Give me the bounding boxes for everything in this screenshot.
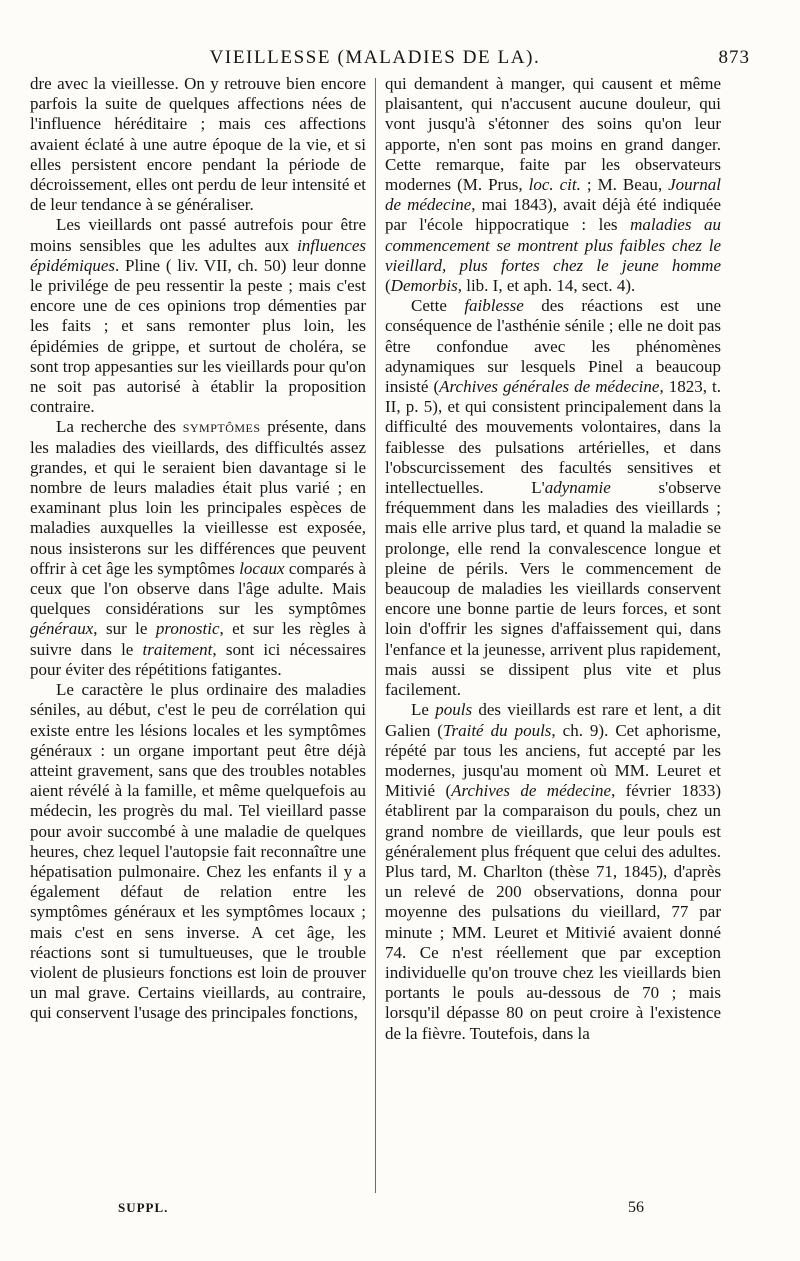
paragraph-text: dre avec la vieillesse. On y retrouve bien encore parfois la suite de quelques affections nées de l'influence héréditaire ; mais ces affections avaient éclaté à une autre époque de la vie, et si elles persistent encore pendant la période de décroissement, elles ont perdu de leur intensité et de leur tendance à se généraliser. [30, 74, 366, 215]
page-number: 873 [718, 47, 750, 68]
text-run: Le [411, 700, 436, 720]
paragraph [385, 700, 721, 1043]
text-run: qui demandent à manger, qui causent et même plaisantent, qui n'accusent aucune douleur, qui vont jusqu'à s'étonner des soins qu'on leur apporte, n'en sont pas moins en grand danger. Cette remarque, faite par les observateurs modernes (M. Prus, [385, 74, 721, 195]
italic-term: loc. cit. [528, 175, 581, 195]
italic-term: pouls [435, 700, 473, 720]
sheet-number: 56 [628, 1199, 644, 1216]
text-run: , ch. 9). Cet aphorisme, répété par tous les anciens, fut accepté par les modernes, jusqu'au moment où MM. Leuret et Mitivié ( [385, 720, 721, 801]
running-title: VIEILLESSE (MALADIES DE LA). [209, 47, 541, 68]
column-divider [375, 78, 376, 1193]
text-run: , 1823, t. II, p. 5), et qui consistent principalement dans la difficulté des mouvements volontaires, dans la faiblesse des pulsations artérielles, et dans l'obscurcissement des facultés sensitives et intellectuelles. L' [385, 377, 721, 498]
text-run: Cette [411, 296, 465, 316]
text-run: , sont ici nécessaires pour éviter des répétitions fatigantes. [30, 639, 366, 679]
italic-term: traitement [142, 639, 213, 659]
text-run: La recherche des [56, 417, 183, 437]
paragraph [30, 680, 366, 1023]
text-run: présente, dans les maladies des vieillards, des difficultés assez grandes, et qui le seraient bien davantage si le nombre de leurs maladies était plus varié ; en examinant plus loin les principales espèces de maladies auxquelles la vieillesse est exposée, nous insisterons sur les différences que peuvent offrir à cet âge les symptômes [30, 417, 366, 578]
italic-term: Demorbis [390, 276, 458, 296]
page-footer [30, 1196, 720, 1220]
text-run: , lib. I, et aph. 14, sect. 4). [457, 276, 636, 296]
text-run: Les vieillards ont passé autrefois pour être moins sensibles que les adultes aux [30, 215, 366, 255]
text-run: ; M. Beau, [580, 175, 669, 195]
italic-term: locaux [239, 558, 285, 578]
italic-term: Archives de médecine [451, 781, 611, 801]
text-run: , et sur les règles à suivre dans le [30, 619, 366, 659]
text-run: des vieillards est rare et lent, a dit Galien ( [385, 700, 721, 740]
text-run: des réactions est une conséquence de l'asthénie sénile ; elle ne doit pas être confondue avec les phénomènes adynamiques sur lesquels Pinel a beaucoup insisté ( [385, 296, 721, 397]
italic-term: Archives générales de médecine [439, 377, 660, 397]
left-column [30, 74, 366, 1194]
paragraph [30, 215, 366, 417]
italic-term: Traité du pouls [442, 720, 552, 740]
paragraph [30, 417, 366, 680]
paragraph [385, 296, 721, 700]
italic-term: faiblesse [464, 296, 524, 316]
italic-term: maladies au commencement se montrent plus faibles chez le vieillard, plus fortes chez le jeune homme [385, 215, 721, 275]
page-header [30, 44, 750, 72]
italic-term: influences épidémiques [30, 235, 366, 275]
text-run: s'observe fréquemment dans les maladies des vieillards ; mais elle arrive plus tard, et quand la maladie se prolonge, elle rend la convalescence longue et pleine de périls. Vers le commencement de beaucoup de maladies les vieillards conservent encore une bonne partie de leurs forces, et sont loin d'offrir les signes d'affaissement qui, dans l'enfance et la jeunesse, arrivent plus rapidement, mais aussi se dissipent plus vite et plus facilement. [385, 478, 721, 700]
italic-term: généraux [30, 619, 94, 639]
paragraph-text: Le caractère le plus ordinaire des maladies séniles, au début, c'est le peu de corrélation qui existe entre les lésions locales et les symptômes généraux : un organe important peut être déjà atteint gravement, sans que des troubles notables aient révélé à la famille, et même quelquefois au médecin, les progrès du mal. Tel vieillard passe pour avoir succombé à une maladie de quelques heures, chez lequel l'autopsie fait reconnaître une hépatisation pulmonaire. Chez les enfants il y a également défaut de relation entre les symptômes généraux et les symptômes locaux ; mais c'est en sens inverse. A cet âge, les réactions sont si tumultueuses, que le trouble violent de plusieurs fonctions est loin de prouver un mal grave. Certains vieillards, au contraire, qui conservent l'usage des principales fonctions, [30, 680, 366, 1023]
paragraph [385, 74, 721, 296]
text-run: , sur le [93, 619, 156, 639]
text-run: . Pline ( liv. VII, ch. 50) leur donne le privilége de peu ressentir la peste ; mais c'est encore une de ces opinions trop démenties par les faits ; et sans remonter plus loin, les épidémies de grippe, et surtout de choléra, se sont trop appesanties sur les vieillards pour qu'on ne soit pas autorisé à établir la proposition contraire. [30, 255, 366, 417]
text-run: ( [385, 276, 391, 296]
italic-term: pronostic [155, 619, 220, 639]
signature-mark: SUPPL. [118, 1200, 169, 1215]
right-column [385, 74, 721, 1194]
paragraph [30, 74, 366, 215]
text-run: , février 1833) établirent par la comparaison du pouls, chez un grand nombre de vieillards, que leur pouls est généralement plus fréquent que celui des adultes. Plus tard, M. Charlton (thèse 71, 1845), d'après un relevé de 200 observations, donna pour moyenne des pulsations du vieillard, 77 par minute ; MM. Leuret et Mitivié avaient donné 74. Ce n'est réellement que par exception individuelle qu'on trouve chez les vieillards bien portants le pouls au-dessous de 70 ; mais lorsqu'il dépasse 80 on peut croire à l'existence de la fièvre. Toutefois, dans la [385, 781, 721, 1043]
text-run: , mai 1843), avait déjà été indiquée par l'école hippocratique : les [385, 195, 721, 235]
italic-term: Journal de médecine [385, 175, 721, 215]
text-run: comparés à ceux que l'on observe dans l'âge adulte. Mais quelques considérations sur les symptômes [30, 558, 366, 619]
italic-term: adynamie [544, 478, 611, 498]
small-caps-term: symptômes [182, 417, 261, 437]
